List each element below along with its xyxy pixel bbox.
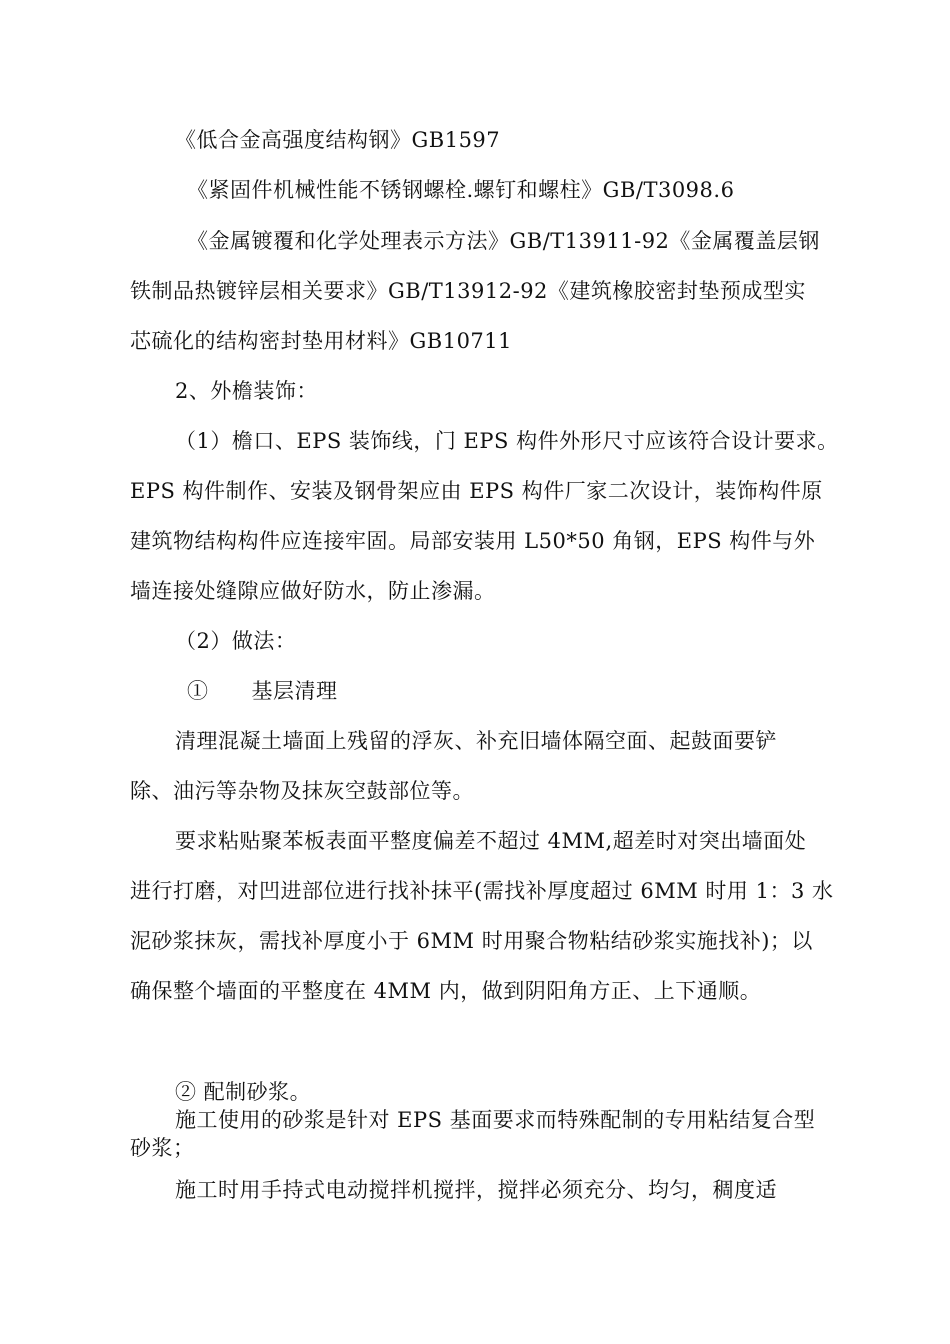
paragraph-mortar-line1: 施工使用的砂浆是针对 EPS 基面要求而特殊配制的专用粘结复合型 [175,1108,816,1132]
paragraph-cleaning-line2: 除、油污等杂物及抹灰空鼓部位等。 [130,779,474,803]
paragraph-mixing-line1: 施工时用手持式电动搅拌机搅拌，搅拌必须充分、均匀，稠度适 [175,1178,777,1202]
standard-ref-gbt13911-line2: 铁制品热镀锌层相关要求》GB/T13912-92《建筑橡胶密封垫预成型实 [130,279,806,303]
section-heading-exterior-eaves: 2、外檐装饰： [175,379,318,403]
step-mix-mortar: ② 配制砂浆。 [175,1080,312,1104]
standard-ref-gbt3098: 《紧固件机械性能不锈钢螺栓.螺钉和螺柱》GB/T3098.6 [187,178,735,202]
subheading-method: （2）做法： [175,629,297,653]
paragraph-flatness-line3: 泥砂浆抹灰，需找补厚度小于 6MM 时用聚合物粘结砂浆实施找补)；以 [130,929,813,953]
paragraph-eps-line4: 墙连接处缝隙应做好防水，防止渗漏。 [130,579,496,603]
paragraph-cleaning-line1: 清理混凝土墙面上残留的浮灰、补充旧墙体隔空面、起鼓面要铲 [175,729,777,753]
paragraph-eps-line1: （1）檐口、EPS 装饰线，门 EPS 构件外形尺寸应该符合设计要求。 [175,429,839,453]
paragraph-eps-line3: 建筑物结构构件应连接牢固。局部安装用 L50*50 角钢，EPS 构件与外 [130,529,816,553]
standard-ref-gb10711: 芯硫化的结构密封垫用材料》GB10711 [130,329,513,353]
standard-ref-gb1597: 《低合金高强度结构钢》GB1597 [175,128,501,152]
standard-ref-gbt13911-line1: 《金属镀覆和化学处理表示方法》GB/T13911-92《金属覆盖层钢 [187,229,820,253]
paragraph-flatness-line2: 进行打磨，对凹进部位进行找补抹平(需找补厚度超过 6MM 时用 1：3 水 [130,879,834,903]
paragraph-eps-line2: EPS 构件制作、安装及钢骨架应由 EPS 构件厂家二次设计，装饰构件原 [130,479,823,503]
step-base-cleaning: ① 基层清理 [187,679,338,703]
paragraph-mortar-line2: 砂浆； [130,1136,195,1160]
paragraph-flatness-line1: 要求粘贴聚苯板表面平整度偏差不超过 4MM,超差时对突出墙面处 [175,829,807,853]
paragraph-flatness-line4: 确保整个墙面的平整度在 4MM 内，做到阴阳角方正、上下通顺。 [130,979,762,1003]
